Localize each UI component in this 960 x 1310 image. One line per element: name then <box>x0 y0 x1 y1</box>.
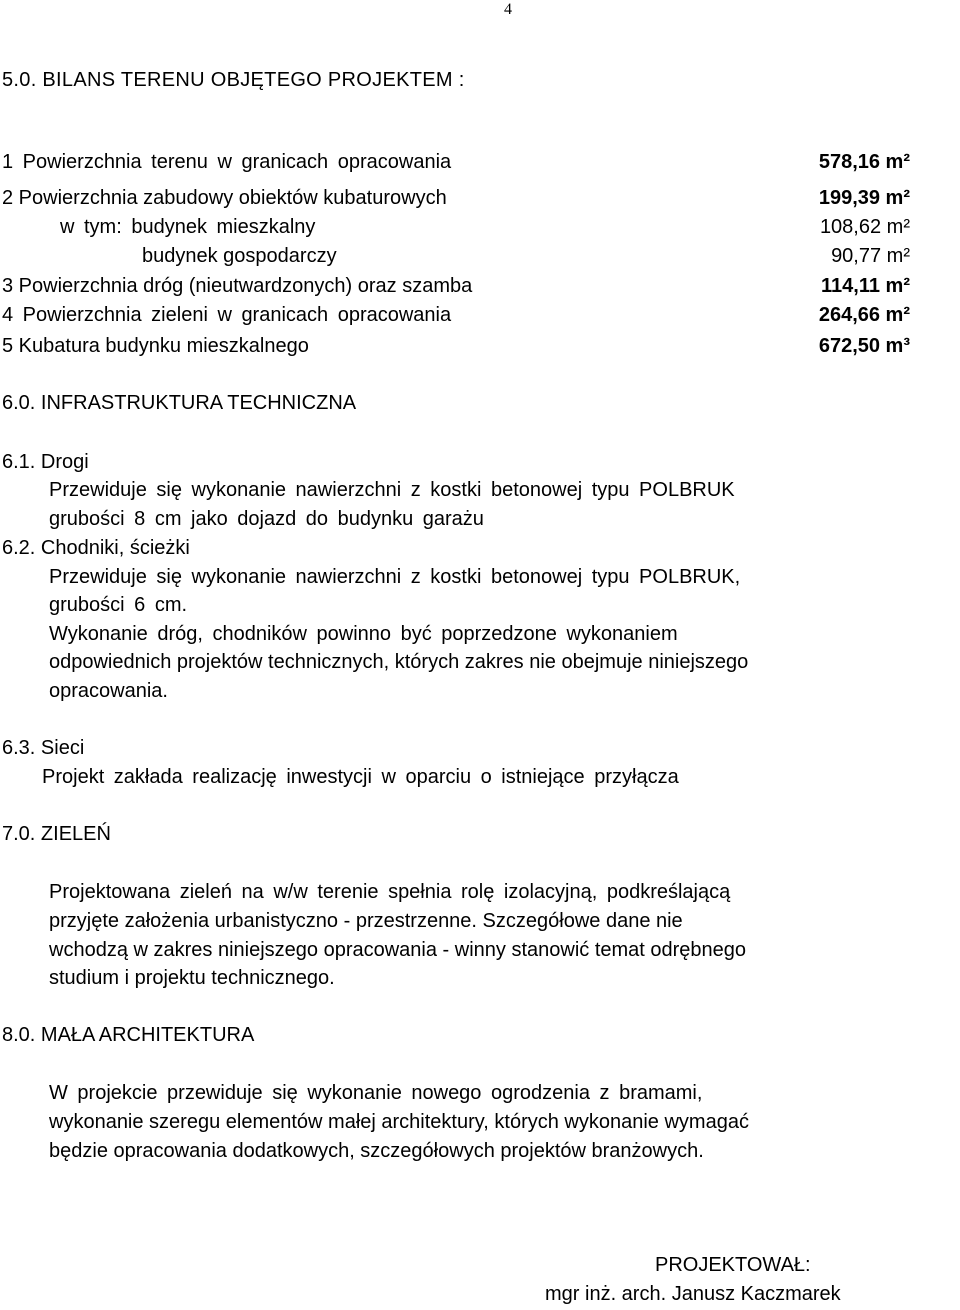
balance-row-value: 578,16 m² <box>818 151 910 173</box>
balance-row-value: 672,50 m³ <box>818 335 910 357</box>
paragraph-line: grubości 8 cm jako dojazd do budynku garażu <box>49 508 484 530</box>
signature-name: mgr inż. arch. Janusz Kaczmarek <box>545 1283 841 1305</box>
paragraph-line: Przewiduje się wykonanie nawierzchni z kostki betonowej typu POLBRUK, <box>49 566 741 588</box>
paragraph-line: W projekcie przewiduje się wykonanie nowego ogrodzenia z bramami, <box>49 1082 703 1104</box>
subsection-6-3-heading: 6.3. Sieci <box>2 737 85 759</box>
paragraph-line: wchodzą w zakres niniejszego opracowania - winny stanowić temat odrębnego <box>49 939 747 961</box>
paragraph-line: grubości 6 cm. <box>49 594 188 616</box>
section-5-heading: 5.0. BILANS TERENU OBJĘTEGO PROJEKTEM : <box>2 69 465 91</box>
balance-row-value: 199,39 m² <box>818 187 910 209</box>
paragraph-line: studium i projektu technicznego. <box>49 967 335 989</box>
paragraph-line: Projektowana zieleń na w/w terenie spełnia rolę izolacyjną, podkreślającą <box>49 881 731 903</box>
balance-row-label: 2 Powierzchnia zabudowy obiektów kubaturowych <box>2 187 447 209</box>
balance-row-value: 114,11 m² <box>821 275 910 297</box>
paragraph-line: odpowiednich projektów technicznych, których zakres nie obejmuje niniejszego <box>49 651 749 673</box>
balance-row-label: 3 Powierzchnia dróg (nieutwardzonych) oraz szamba <box>2 275 473 297</box>
signature-label: PROJEKTOWAŁ: <box>655 1254 811 1276</box>
subsection-6-1-heading: 6.1. Drogi <box>2 451 89 473</box>
balance-row-value: 90,77 m² <box>831 245 910 267</box>
balance-row-label: budynek gospodarczy <box>142 245 337 267</box>
paragraph-line: Przewiduje się wykonanie nawierzchni z kostki betonowej typu POLBRUK <box>49 479 735 501</box>
balance-row-value: 108,62 m² <box>819 216 910 238</box>
balance-row-label: 5 Kubatura budynku mieszkalnego <box>2 335 309 357</box>
paragraph-line: wykonanie szeregu elementów małej architektury, których wykonanie wymagać <box>49 1111 749 1133</box>
paragraph-line: Wykonanie dróg, chodników powinno być poprzedzone wykonaniem <box>49 623 678 645</box>
page-number: 4 <box>504 1 512 18</box>
section-6-heading: 6.0. INFRASTRUKTURA TECHNICZNA <box>2 392 357 414</box>
section-8-heading: 8.0. MAŁA ARCHITEKTURA <box>2 1024 255 1046</box>
paragraph-line: będzie opracowania dodatkowych, szczegółowych projektów branżowych. <box>49 1140 704 1162</box>
paragraph-line: Projekt zakłada realizację inwestycji w oparciu o istniejące przyłącza <box>42 766 679 788</box>
section-7-heading: 7.0. ZIELEŃ <box>2 823 111 845</box>
subsection-6-2-heading: 6.2. Chodniki, ścieżki <box>2 537 190 559</box>
paragraph-line: opracowania. <box>49 680 168 702</box>
balance-row-value: 264,66 m² <box>818 304 910 326</box>
balance-row-label: 1 Powierzchnia terenu w granicach opracowania <box>2 151 452 173</box>
balance-row-label: 4 Powierzchnia zieleni w granicach opracowania <box>2 304 452 326</box>
balance-row-label: w tym: budynek mieszkalny <box>60 216 316 238</box>
paragraph-line: przyjęte założenia urbanistyczno - przestrzenne. Szczegółowe dane nie <box>49 910 683 932</box>
